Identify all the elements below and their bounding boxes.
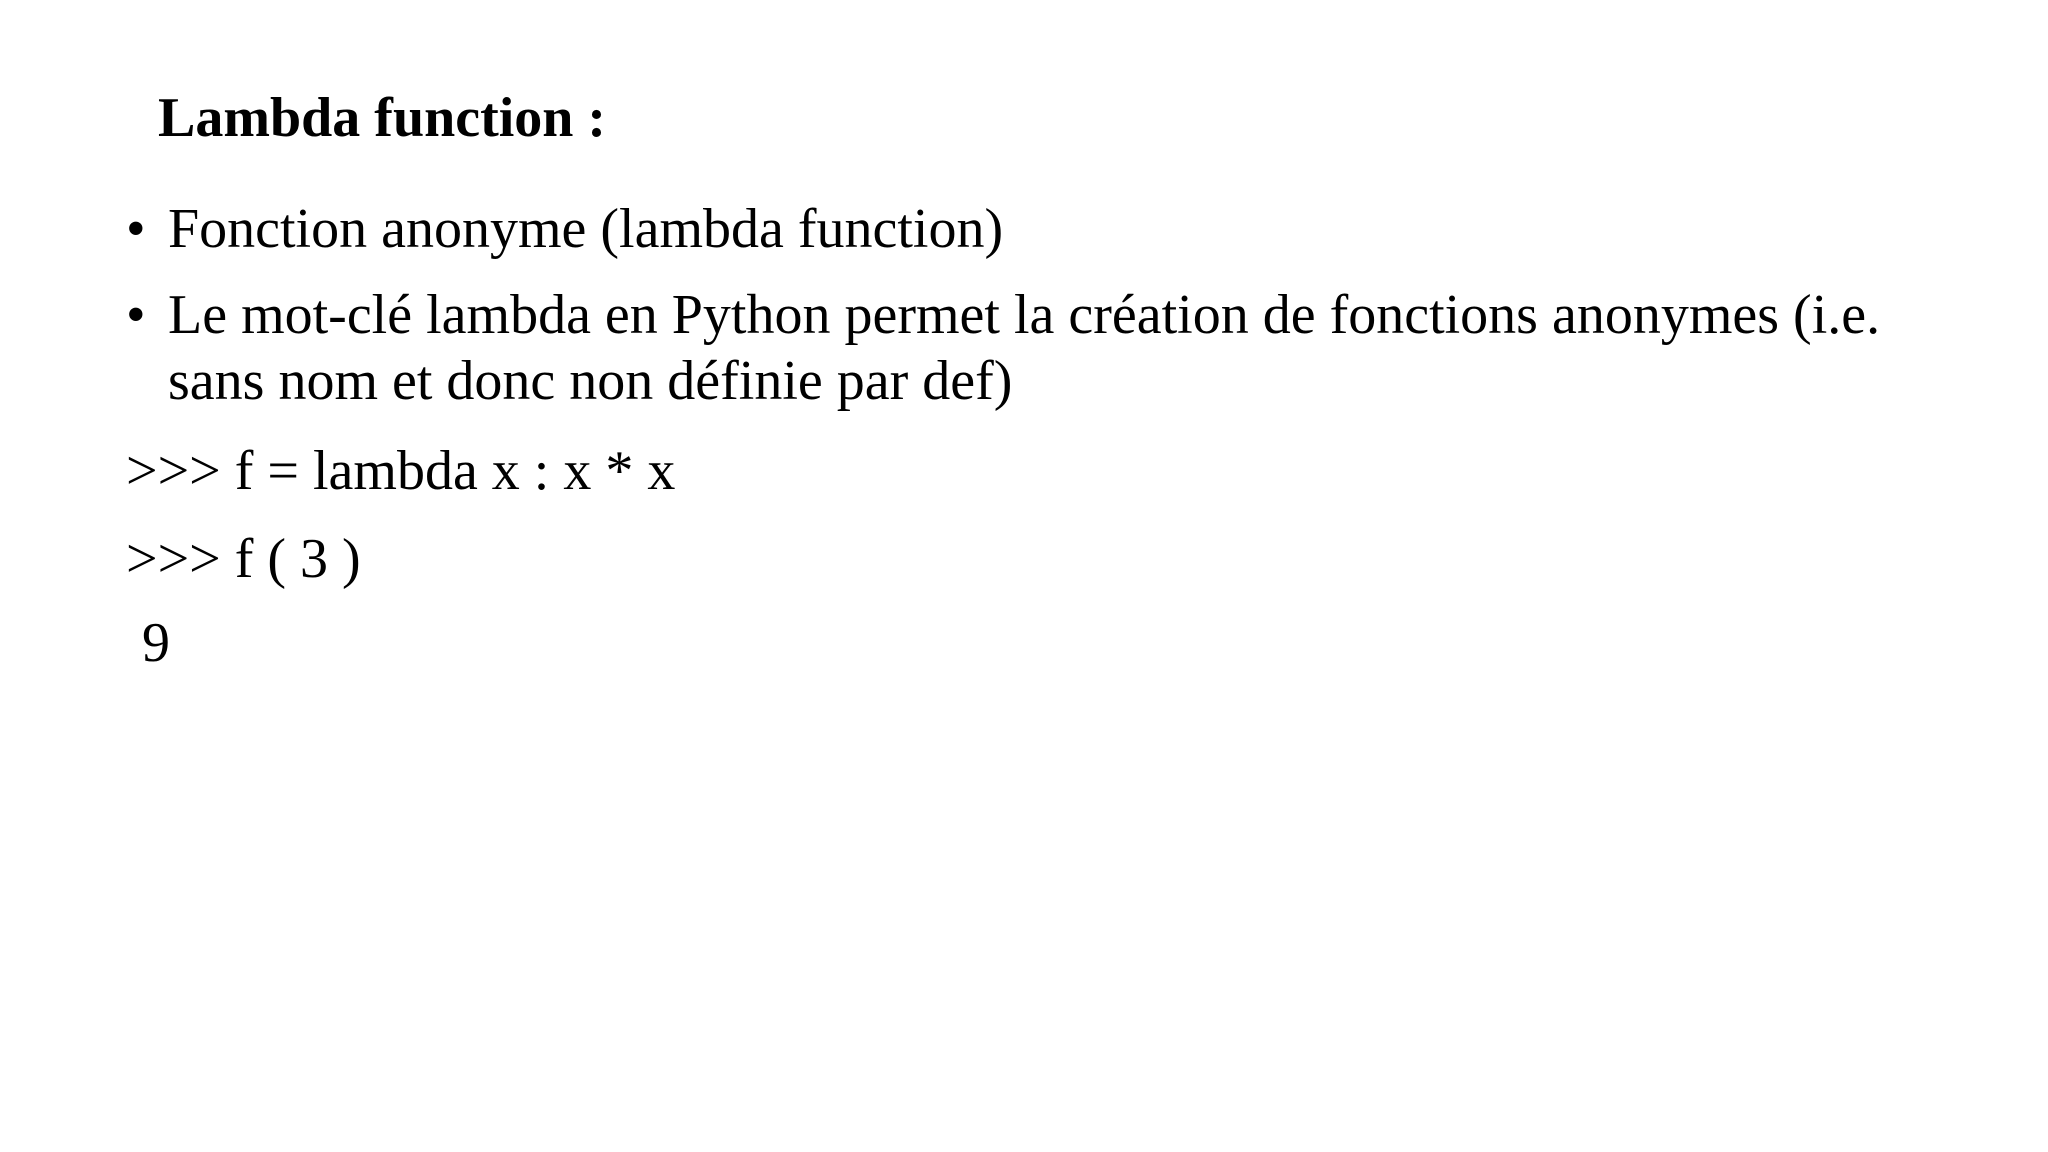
code-line-result: 9: [142, 612, 170, 674]
code-line-lambda-definition: >>> f = lambda x : x * x: [126, 440, 676, 502]
bullet-list: [126, 196, 1926, 434]
bullet-marker: •: [126, 284, 146, 346]
bullet-item-anonymous-function: [126, 196, 1926, 262]
bullet-item-lambda-keyword: [126, 282, 1926, 414]
code-line-function-call: >>> f ( 3 ): [126, 528, 361, 590]
bullet-text: Le mot-clé lambda en Python permet la création de fonctions anonymes (i.e. sans nom et donc non définie par def): [168, 284, 1881, 412]
bullet-text: Fonction anonyme (lambda function): [168, 198, 1004, 260]
slide-title: Lambda function :: [158, 87, 607, 149]
bullet-marker: •: [126, 198, 146, 260]
